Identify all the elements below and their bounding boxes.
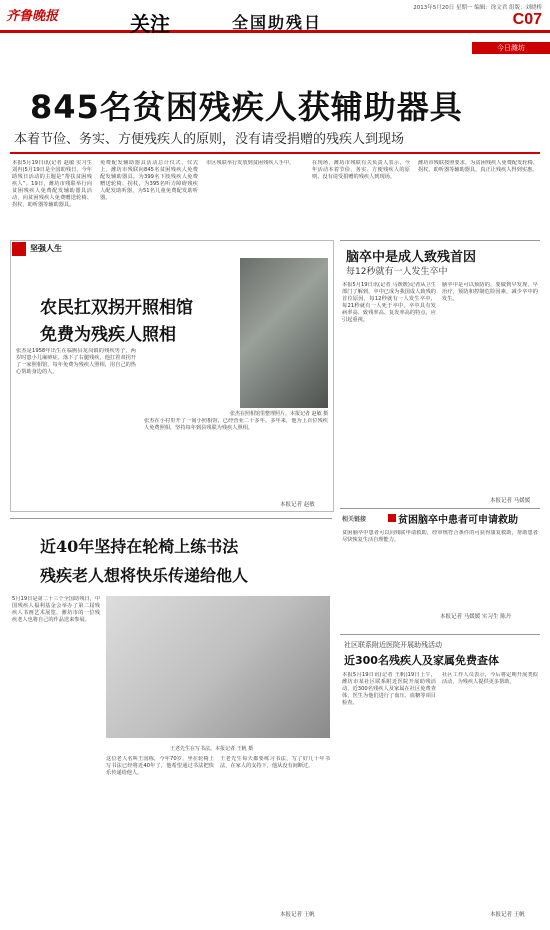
page-number: C07	[512, 11, 542, 28]
side1-text-2: 脑卒中是可以预防的，要做到早发现、早治疗，预防和控制危险因素，减少卒中的发生。	[442, 282, 538, 302]
story2-photo	[106, 596, 330, 738]
side3-kicker: 社区联系附近医院开展助残活动	[344, 641, 442, 649]
lead-headline: 845名贫困残疾人获辅助器具	[30, 88, 463, 126]
side1-headline: 脑卒中是成人致残首因	[346, 250, 477, 265]
side2-divider	[340, 508, 540, 509]
lead-col-5: 潍坊市残联按照要求，为贫困残疾人免费配发轮椅、拐杖、助听器等辅助器具，真正让残疾人得到实惠。	[418, 160, 538, 173]
story2-byline: 本报记者 王帆	[280, 912, 315, 918]
newspaper-logo: 齐鲁晚报	[6, 9, 59, 24]
story1-kicker: 坚强人生	[30, 244, 62, 253]
story1-byline: 本报记者 赵敏	[280, 502, 315, 508]
square-bullet-icon	[388, 514, 396, 522]
story2-caption: 王老先生在写书法。本报记者 王帆 摄	[170, 746, 254, 752]
side1-text: 本报5月19日讯(记者 马媛媛)记者从卫生部门了解到，卒中已成为我国成人致残的首位原因，每12秒就有一人发生卒中，每21秒就有一人死于卒中。卒中具有发病率高、致残率高、复发率高的特点，应引起重视。	[342, 282, 436, 323]
story1-photo	[240, 258, 328, 408]
side3-text-2: 社区工作人员表示，今后将定期开展类似活动，为残疾人提供更多帮助。	[442, 672, 538, 685]
lead-col-4: 在现场，潍坊市残联有关负责人表示，今年活动本着节俭、务实、方便残疾人的原则，没有请受捐赠的残疾人到现场。	[312, 160, 410, 180]
side1-divider	[340, 240, 540, 241]
story2-divider	[10, 518, 332, 519]
edition-tag: 今日潍坊	[472, 42, 550, 54]
story2-title-line1: 近40年坚持在轮椅上练书法	[40, 537, 239, 556]
lead-col-2: 免费配发辅助器具活动总计仪式，仪式上，潍坊市残联向845名贫困残疾人免费配发辅助器具。为399名下肢残疾人免费赠送轮椅、拐杖，为395名听力障碍残疾人配发助听器，为51名儿童免费配发助听器。	[100, 160, 198, 201]
lead-subhead: 本着节俭、务实、方便残疾人的原则，没有请受捐赠的残疾人到现场	[14, 132, 405, 147]
story1-title-line2: 免费为残疾人照相	[40, 325, 176, 345]
side2-headline: 贫困脑卒中患者可申请救助	[398, 515, 518, 526]
side1-byline: 本报记者 马媛媛	[490, 498, 531, 504]
side3-byline: 本报记者 王帆	[490, 912, 525, 918]
story1-text-left: 张杰是1958年出生在临朐县龙岗镇的残疾男子，两岁时患小儿麻痹症，落下了右腿残疾，他扛着双拐开了一家照相馆，每年免费为残疾人照相，用自己的热心帮助身边的人。	[16, 348, 136, 375]
side2-kicker: 相关链接	[342, 516, 367, 523]
story1-caption: 张杰在照相馆里整理照片。本报记者 赵敏 摄	[230, 411, 329, 417]
side3-divider	[340, 634, 540, 635]
section-title: 关注	[130, 12, 170, 36]
side3-headline: 近300名残疾人及家属免费查体	[344, 654, 499, 667]
lead-col-1: 本报5月19日讯(记者 赵敏 实习生 刘冉)5月19日是全国助残日，今年助残日活动的主题是“帮扶贫困残疾人”。19日，潍坊市残联举行向贫困残疾人免费配发辅助器具活动，向贫困残疾人免费赠送轮椅、拐杖、助听器等辅助器具。	[12, 160, 92, 208]
story2-text-right: 王老先生每天都要练习书法，写了好几十年书法，在家人的支持下，他从没有间断过。	[220, 756, 330, 769]
dateline: 2013年5月20日 星期一 编辑：徐文君 组版：刘晓桥	[413, 5, 542, 11]
lead-divider	[10, 152, 540, 154]
side3-text: 本报5月19日讯(记者 王帆)19日上午，潍坊市某社区联系附近医院开展助残活动，近300名残疾人及家属在社区免费查体，医生为他们进行了血压、血糖等项目检查。	[342, 672, 436, 706]
side1-subhead: 每12秒就有一人发生卒中	[346, 267, 448, 277]
side2-text: 贫困脑卒中患者可以向残联申请救助，经审核符合条件的可获得康复救助，帮助患者尽快恢复生活自理能力。	[342, 530, 538, 543]
square-bullet-icon	[12, 242, 26, 256]
story2-text-mid: 这位老人名叫王国栋，今年70岁，坐在轮椅上写书法已经将近40年了，他希望通过书法把快乐传递给他人。	[106, 756, 214, 776]
story1-text-right: 张杰在小村里开了一间小照相馆，已经营业二十多年。多年来，他为上百位残疾人免费照相，坚持每年到县残联为残疾人照相。	[144, 418, 328, 431]
side2-byline: 本报记者 马媛媛 实习生 陈丹	[440, 614, 512, 620]
story2-title-line2: 残疾老人想将快乐传递给他人	[40, 566, 249, 585]
lead-col-3: 市区残联举行发放到贫困残疾人手中。	[206, 160, 295, 166]
section-subtitle: 全国助残日	[232, 13, 323, 32]
story2-text-left: 5月19日是第二十三个全国助残日，中国残疾人福利基金会举办了第二届残疾人书画艺术展览，潍坊市的一位残疾老人也将自己的作品送来参展。	[12, 596, 100, 623]
story1-title-line1: 农民扛双拐开照相馆	[40, 298, 193, 318]
